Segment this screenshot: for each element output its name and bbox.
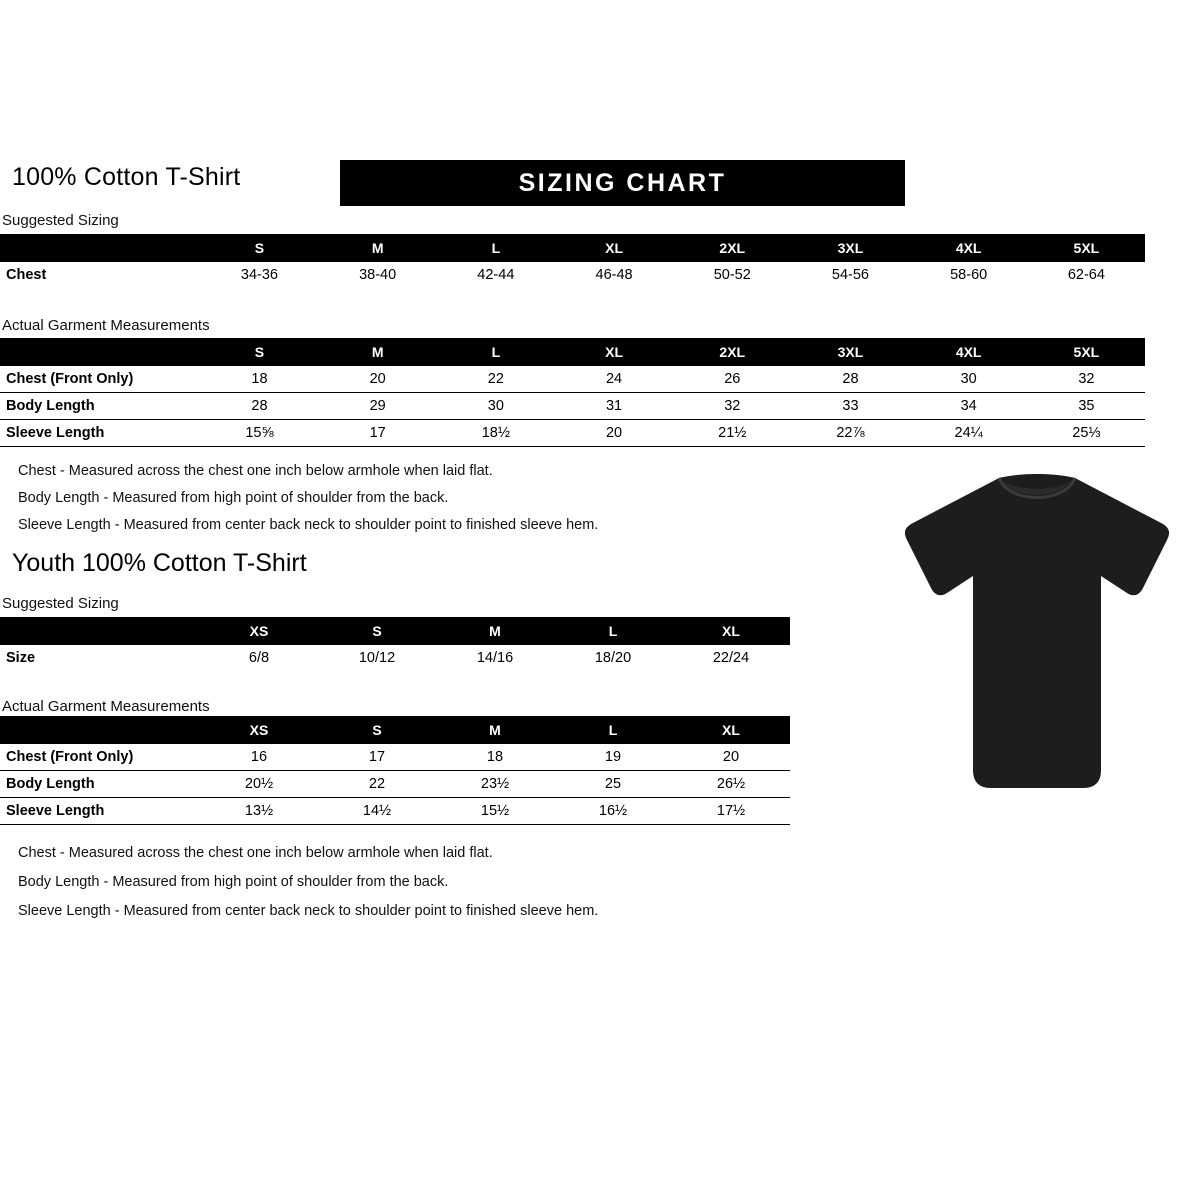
cell: 18/20 — [594, 650, 632, 666]
cell: 24¼ — [954, 425, 983, 441]
col-head-1: S — [200, 234, 318, 262]
table-row — [0, 744, 790, 771]
col-head-4: L — [554, 617, 672, 645]
cell: 17½ — [716, 803, 746, 819]
col-head-6: 3XL — [791, 338, 909, 366]
col-head-5: XL — [672, 716, 790, 744]
col-head-1: XS — [200, 617, 318, 645]
adult-suggested-sizing-table — [0, 234, 1145, 288]
table-header-row — [0, 716, 790, 744]
col-head-7: 4XL — [910, 338, 1028, 366]
cell: 22 — [368, 776, 386, 792]
row-label: Sleeve Length — [6, 803, 105, 819]
cell: 33 — [842, 398, 859, 414]
cell: 34-36 — [240, 267, 278, 283]
cell: 16 — [250, 749, 268, 765]
cell: 13½ — [244, 803, 274, 819]
table-row — [0, 645, 790, 671]
cell: 28 — [251, 398, 268, 414]
col-head-3: M — [436, 617, 554, 645]
cell: 25⅓ — [1072, 425, 1101, 441]
youth-actual-measurements-table — [0, 716, 790, 825]
col-head-2: S — [318, 617, 436, 645]
cell: 18 — [251, 371, 268, 387]
adult-note-sleeve-length: Sleeve Length - Measured from center back neck to shoulder point to finished sleeve hem. — [18, 517, 599, 533]
table-row — [0, 393, 1145, 420]
row-label: Chest (Front Only) — [6, 749, 134, 765]
cell: 14½ — [362, 803, 392, 819]
table-row — [0, 771, 790, 798]
cell: 21½ — [718, 425, 747, 441]
youth-product-title: Youth 100% Cotton T-Shirt — [12, 549, 307, 577]
col-head-4: L — [554, 716, 672, 744]
cell: 20 — [722, 749, 740, 765]
cell: 32 — [724, 398, 741, 414]
cell: 20 — [369, 371, 386, 387]
adult-note-chest: Chest - Measured across the chest one inch below armhole when laid flat. — [18, 463, 493, 479]
col-head-0 — [0, 338, 200, 366]
youth-suggested-sizing-label: Suggested Sizing — [2, 595, 119, 612]
t-shirt-icon — [895, 470, 1180, 810]
cell: 29 — [369, 398, 386, 414]
row-label: Sleeve Length — [6, 425, 105, 441]
col-head-0 — [0, 617, 200, 645]
row-label: Chest (Front Only) — [6, 371, 134, 387]
cell: 17 — [368, 749, 386, 765]
cell: 31 — [605, 398, 623, 414]
cell: 15⅝ — [245, 425, 274, 441]
cell: 18½ — [481, 425, 510, 441]
table-row — [0, 366, 1145, 393]
table-header-row — [0, 234, 1145, 262]
cell: 50-52 — [713, 267, 751, 283]
adult-note-body-length: Body Length - Measured from high point of shoulder from the back. — [18, 490, 449, 506]
cell: 28 — [842, 371, 859, 387]
cell: 6/8 — [248, 650, 270, 666]
table-header-row — [0, 338, 1145, 366]
col-head-1: XS — [200, 716, 318, 744]
col-head-4: XL — [555, 338, 673, 366]
cell: 15½ — [480, 803, 510, 819]
adult-suggested-sizing-label: Suggested Sizing — [2, 212, 119, 229]
cell: 58-60 — [950, 267, 988, 283]
cell: 26½ — [716, 776, 746, 792]
cell: 20 — [605, 425, 623, 441]
cell: 30 — [487, 398, 504, 414]
cell: 35 — [1078, 398, 1095, 414]
sizing-chart-banner: SIZING CHART — [340, 160, 905, 206]
row-label: Size — [6, 650, 36, 666]
row-label: Chest — [6, 267, 47, 283]
col-head-0 — [0, 234, 200, 262]
cell: 14/16 — [476, 650, 514, 666]
youth-actual-measurements-label: Actual Garment Measurements — [2, 698, 210, 715]
col-head-3: L — [437, 338, 555, 366]
col-head-5: 2XL — [673, 338, 791, 366]
row-label: Body Length — [6, 398, 95, 414]
col-head-2: M — [319, 234, 437, 262]
table-row — [0, 798, 790, 825]
cell: 18 — [486, 749, 504, 765]
cell: 42-44 — [477, 267, 515, 283]
youth-suggested-sizing-table — [0, 617, 790, 671]
cell: 24 — [605, 371, 623, 387]
cell: 26 — [724, 371, 741, 387]
col-head-6: 3XL — [791, 234, 909, 262]
col-head-0 — [0, 716, 200, 744]
col-head-8: 5XL — [1028, 338, 1145, 366]
col-head-5: XL — [672, 617, 790, 645]
col-head-2: M — [319, 338, 437, 366]
adult-product-title: 100% Cotton T-Shirt — [12, 163, 241, 191]
youth-note-chest: Chest - Measured across the chest one inch below armhole when laid flat. — [18, 845, 493, 861]
youth-note-sleeve-length: Sleeve Length - Measured from center back neck to shoulder point to finished sleeve hem. — [18, 903, 599, 919]
adult-actual-measurements-table — [0, 338, 1145, 447]
col-head-7: 4XL — [910, 234, 1028, 262]
cell: 19 — [604, 749, 622, 765]
cell: 22 — [487, 371, 504, 387]
adult-actual-measurements-label: Actual Garment Measurements — [2, 317, 210, 334]
youth-note-body-length: Body Length - Measured from high point of shoulder from the back. — [18, 874, 449, 890]
cell: 16½ — [598, 803, 628, 819]
cell: 62-64 — [1067, 267, 1105, 283]
cell: 22⅞ — [836, 425, 865, 441]
col-head-4: XL — [555, 234, 673, 262]
col-head-2: S — [318, 716, 436, 744]
cell: 46-48 — [595, 267, 633, 283]
cell: 38-40 — [359, 267, 397, 283]
col-head-5: 2XL — [673, 234, 791, 262]
table-header-row — [0, 617, 790, 645]
product-image — [895, 470, 1180, 810]
col-head-1: S — [200, 338, 318, 366]
cell: 23½ — [480, 776, 510, 792]
cell: 10/12 — [358, 650, 396, 666]
cell: 34 — [960, 398, 977, 414]
cell: 17 — [369, 425, 386, 441]
table-row — [0, 262, 1145, 288]
col-head-8: 5XL — [1028, 234, 1145, 262]
table-row — [0, 420, 1145, 447]
cell: 25 — [604, 776, 622, 792]
cell: 30 — [960, 371, 977, 387]
cell: 20½ — [244, 776, 274, 792]
cell: 32 — [1078, 371, 1095, 387]
cell: 54-56 — [831, 267, 869, 283]
col-head-3: M — [436, 716, 554, 744]
row-label: Body Length — [6, 776, 95, 792]
cell: 22/24 — [712, 650, 750, 666]
col-head-3: L — [437, 234, 555, 262]
